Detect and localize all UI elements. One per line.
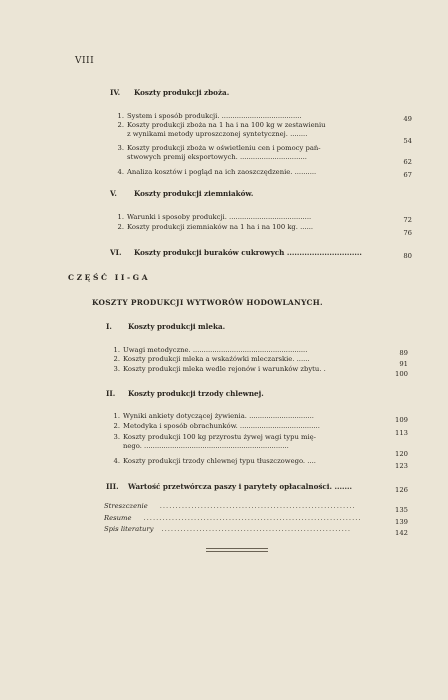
- toc-entry: 2. Koszty produkcji zboża na 1 ha i na 100 kg w zestawieniu z wynikami metody uproszczonej syntetycznej. ........: [117, 121, 326, 138]
- toc-entry: 1. Warunki i sposoby produkcji. ......................................: [117, 213, 312, 221]
- toc-entry: 2. Metodyka i sposób obrachunków. .....................................: [113, 422, 320, 430]
- toc-page: 123: [395, 462, 408, 470]
- toc-page: 76: [403, 229, 412, 237]
- section-heading: IV. Koszty produkcji zboża.: [110, 88, 230, 97]
- toc-entry: 3. Koszty produkcji mleka wedle rejonów i warunków zbytu. .: [113, 365, 326, 373]
- toc-entry: 2. Koszty produkcji mleka a wskaźówki mleczarskie. ......: [113, 355, 310, 363]
- toc-entry: 2. Koszty produkcji ziemniaków na 1 ha i na 100 kg. ......: [117, 223, 314, 231]
- section-heading: II. Koszty produkcji trzody chlewnej.: [106, 389, 264, 398]
- toc-page: 100: [395, 370, 408, 378]
- toc-page: 54: [403, 137, 412, 145]
- toc-entry-spis-literatury: Spis literatury ............................................................: [104, 525, 352, 533]
- section-heading: V. Koszty produkcji ziemniaków.: [110, 189, 254, 198]
- part-title: KOSZTY PRODUKCJI WYTWORÓW HODOWLANYCH.: [92, 298, 323, 307]
- toc-entry-resume: Resume .....................................................................: [104, 514, 362, 522]
- toc-entry: 3. Koszty produkcji 100 kg przyrostu żywej wagi typu mię- nego. ...................................................................: [113, 433, 316, 450]
- toc-entry: 1. Wyniki ankiety dotyczącej żywienia. ..............................: [113, 412, 314, 420]
- toc-page: 142: [395, 529, 408, 537]
- part-heading: CZĘŚĆ II-GA: [68, 273, 151, 282]
- toc-entry: 4. Koszty produkcji trzody chlewnej typu tłuszczowego. ....: [113, 457, 316, 465]
- toc-page: 67: [403, 171, 412, 179]
- closing-rule: [206, 548, 268, 549]
- toc-page: 109: [395, 416, 408, 424]
- toc-page: 62: [403, 158, 412, 166]
- toc-entry-streszczenie: Streszczenie ..............................................................: [104, 502, 356, 510]
- toc-page: 49: [403, 115, 412, 123]
- toc-page: 120: [395, 450, 408, 458]
- toc-entry: 3. Koszty produkcji zboża w oświetleniu cen i pomocy pań- stwowych premij eksportowych. ...............................: [117, 144, 321, 161]
- closing-rule: [206, 551, 268, 552]
- page-number: VIII: [75, 56, 95, 66]
- section-heading: I. Koszty produkcji mleka.: [106, 322, 226, 331]
- toc-entry: 1. System i sposób produkcji. .....................................: [117, 112, 302, 120]
- section-heading: VI. Koszty produkcji buraków cukrowych ..............................: [110, 248, 362, 257]
- toc-entry: 4. Analiza kosztów i pogląd na ich zaoszczędzenie. ..........: [117, 168, 317, 176]
- toc-page: 91: [399, 360, 408, 368]
- toc-page: 72: [403, 216, 412, 224]
- section-heading: III. Wartość przetwórcza paszy i parytety opłacalności. .......: [106, 482, 353, 491]
- toc-entry: 1. Uwagi metodyczne. .....................................................: [113, 346, 308, 354]
- toc-page: 126: [395, 486, 408, 494]
- toc-page: 135: [395, 506, 408, 514]
- toc-page: 89: [399, 349, 408, 357]
- toc-page: 139: [395, 518, 408, 526]
- toc-page: 80: [403, 252, 412, 260]
- toc-page: 113: [395, 429, 408, 437]
